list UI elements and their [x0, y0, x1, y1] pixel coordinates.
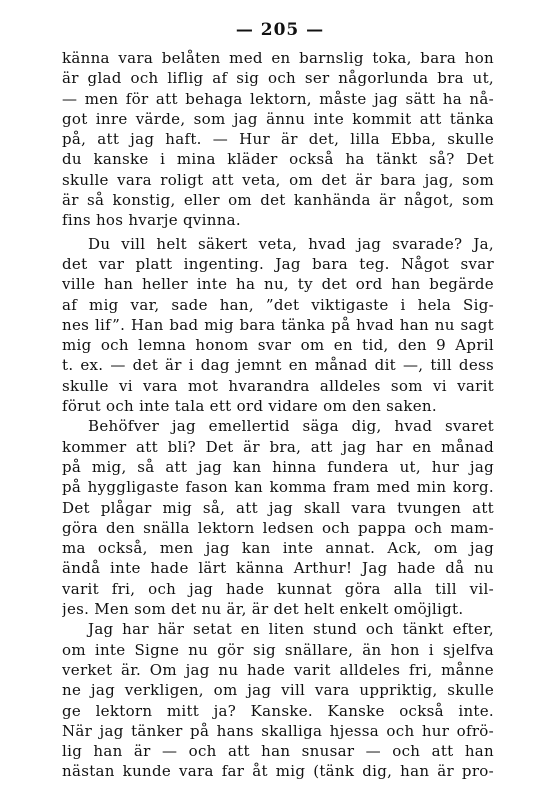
text-line: ma också, men jag kan inte annat. Ack, om jag	[62, 539, 494, 558]
text-line: Du vill helt säkert veta, hvad jag svarade? Ja,	[88, 234, 494, 253]
text-line: af mig var, sade han, ”det viktigaste i hela Sig-	[62, 295, 494, 314]
text-line: skulle vara roligt att veta, om det är bara jag, som	[62, 170, 494, 189]
text-line: skulle vi vara mot hvarandra alldeles som vi varit	[62, 376, 494, 395]
text-line: nes lif”. Han bad mig bara tänka på hvad han nu sagt	[62, 315, 494, 334]
page-number: — 205 —	[235, 20, 325, 40]
text-line: på hyggligaste fason kan komma fram med min korg.	[62, 478, 494, 497]
text-line: verket är. Om jag nu hade varit alldeles fri, månne	[62, 660, 494, 679]
text-line: du kanske i mina kläder också ha tänkt så? Det	[62, 150, 494, 169]
text-line: Behöfver jag emellertid säga dig, hvad svaret	[88, 417, 494, 436]
paragraph-2	[62, 234, 494, 417]
text-line: om inte Signe nu gör sig snällare, än hon i sjelfva	[62, 640, 494, 659]
paragraph-4	[62, 619, 494, 781]
text-line: — men för att behaga lektorn, måste jag sätt ha nå-	[62, 89, 494, 108]
text-line: göra den snälla lektorn ledsen och pappa och mam-	[62, 518, 494, 537]
text-line: varit fri, och jag hade kunnat göra alla till vil-	[62, 579, 494, 598]
text-line: ne jag verkligen, om jag vill vara uppriktig, skulle	[62, 681, 494, 700]
text-line: nästan kunde vara far åt mig (tänk dig, han är pro-	[62, 762, 494, 781]
text-line: När jag tänker på hans skalliga hjessa och hur ofrö-	[62, 721, 494, 740]
text-line: är så konstig, eller om det kanhända är något, som	[62, 191, 494, 210]
text-line: Jag har här setat en liten stund och tänkt efter,	[88, 620, 494, 639]
text-line: Det plågar mig så, att jag skall vara tvungen att	[62, 498, 494, 517]
text-line: på mig, så att jag kan hinna fundera ut, hur jag	[62, 457, 494, 476]
paragraph-3	[62, 416, 494, 619]
body-text	[62, 48, 494, 782]
text-line: förut och inte tala ett ord vidare om den saken.	[62, 397, 437, 416]
text-line: på, att jag haft. — Hur är det, lilla Ebba, skulle	[62, 130, 494, 149]
text-line: ändå inte hade lärt känna Arthur! Jag hade då nu	[62, 559, 494, 578]
text-line: det var platt ingenting. Jag bara teg. Något svar	[62, 254, 494, 273]
text-line: t. ex. — det är i dag jemnt en månad dit —, till dess	[62, 356, 494, 375]
text-line: mig och lemna honom svar om en tid, den 9 April	[62, 336, 494, 355]
text-line: kommer att bli? Det är bra, att jag har en månad	[62, 437, 494, 456]
text-line: fins hos hvarje qvinna.	[62, 211, 241, 230]
text-line: känna vara belåten med en barnslig toka, bara hon	[62, 49, 494, 67]
text-line: jes. Men som det nu är, är det helt enkelt omöjligt.	[62, 600, 464, 619]
text-line: ge lektorn mitt ja? Kanske. Kanske också inte.	[62, 701, 494, 720]
text-line: är glad och liflig af sig och ser någorlunda bra ut,	[62, 69, 494, 88]
text-line: got inre värde, som jag ännu inte kommit att tänka	[62, 109, 494, 128]
paragraph-1	[62, 48, 494, 231]
text-line: lig han är — och att han snusar — och att han	[62, 742, 494, 761]
text-line: ville han heller inte ha nu, ty det ord han begärde	[62, 275, 494, 294]
